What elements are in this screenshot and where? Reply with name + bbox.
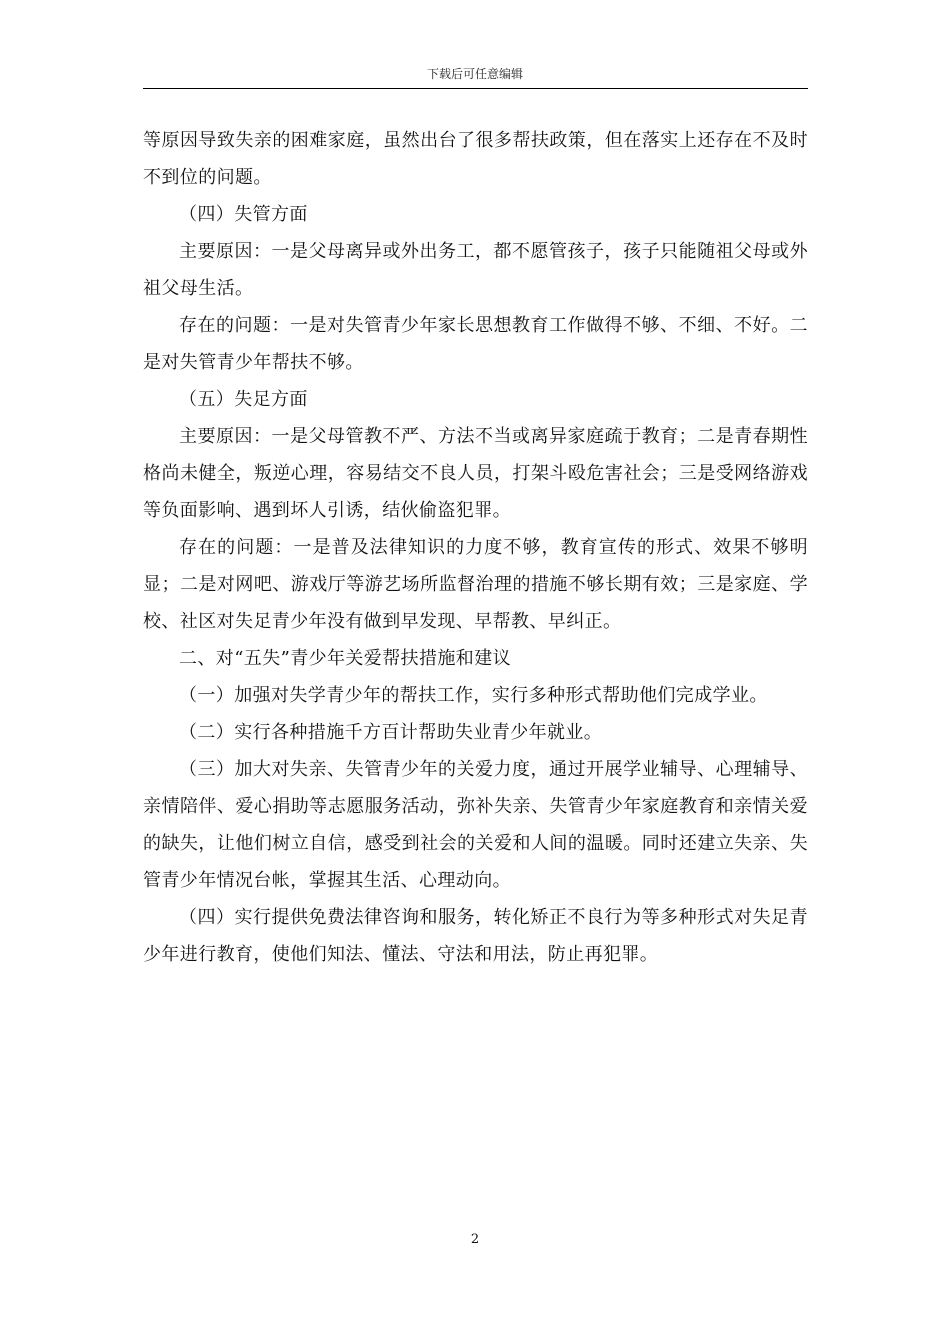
measure-item: （一）加强对失学青少年的帮扶工作，实行多种形式帮助他们完成学业。 [179,685,768,706]
measure-item: （三）加大对失亲、失管青少年的关爱力度，通过开展学业辅导、心理辅导、亲情陪伴、爱心捐助等志愿服务活动，弥补失亲、失管青少年家庭教育和亲情关爱的缺失，让他们树立自信，感受到社会的关爱和人间的温暖。同时还建立失亲、失管青少年情况台帐，掌握其生活、心理动向。 [143,759,808,891]
paragraph-main-causes: 主要原因：一是父母离异或外出务工，都不愿管孩子，孩子只能随祖父母或外祖父母生活。 [143,241,808,299]
page-header: 下载后可任意编辑 [426,67,523,81]
paragraph-existing-problems: 存在的问题：一是对失管青少年家长思想教育工作做得不够、不细、不好。二是对失管青少年帮扶不够。 [143,315,808,373]
paragraph-existing-problems: 存在的问题：一是普及法律知识的力度不够，教育宣传的形式、效果不够明显；二是对网吧、游戏厅等游艺场所监督治理的措施不够长期有效；三是家庭、学校、社区对失足青少年没有做到早发现、早帮教、早纠正。 [143,537,808,632]
paragraph-main-causes: 主要原因：一是父母管教不严、方法不当或离异家庭疏于教育；二是青春期性格尚未健全，叛逆心理，容易结交不良人员，打架斗殴危害社会；三是受网络游戏等负面影响、遇到坏人引诱，结伙偷盗犯罪。 [143,426,808,521]
section-heading-delinquency: （五）失足方面 [179,389,308,410]
header-divider [143,88,808,89]
page-number: 2 [470,1232,480,1247]
section-heading-measures: 二、对“五失”青少年关爱帮扶措施和建议 [179,648,512,669]
section-heading-loss-of-care: （四）失管方面 [179,204,308,225]
measure-item: （二）实行各种措施千方百计帮助失业青少年就业。 [179,722,603,743]
document-body [143,122,808,973]
measure-item: （四）实行提供免费法律咨询和服务，转化矫正不良行为等多种形式对失足青少年进行教育，使他们知法、懂法、守法和用法，防止再犯罪。 [143,907,808,965]
paragraph-continuation: 等原因导致失亲的困难家庭，虽然出台了很多帮扶政策，但在落实上还存在不及时不到位的问题。 [143,130,808,188]
